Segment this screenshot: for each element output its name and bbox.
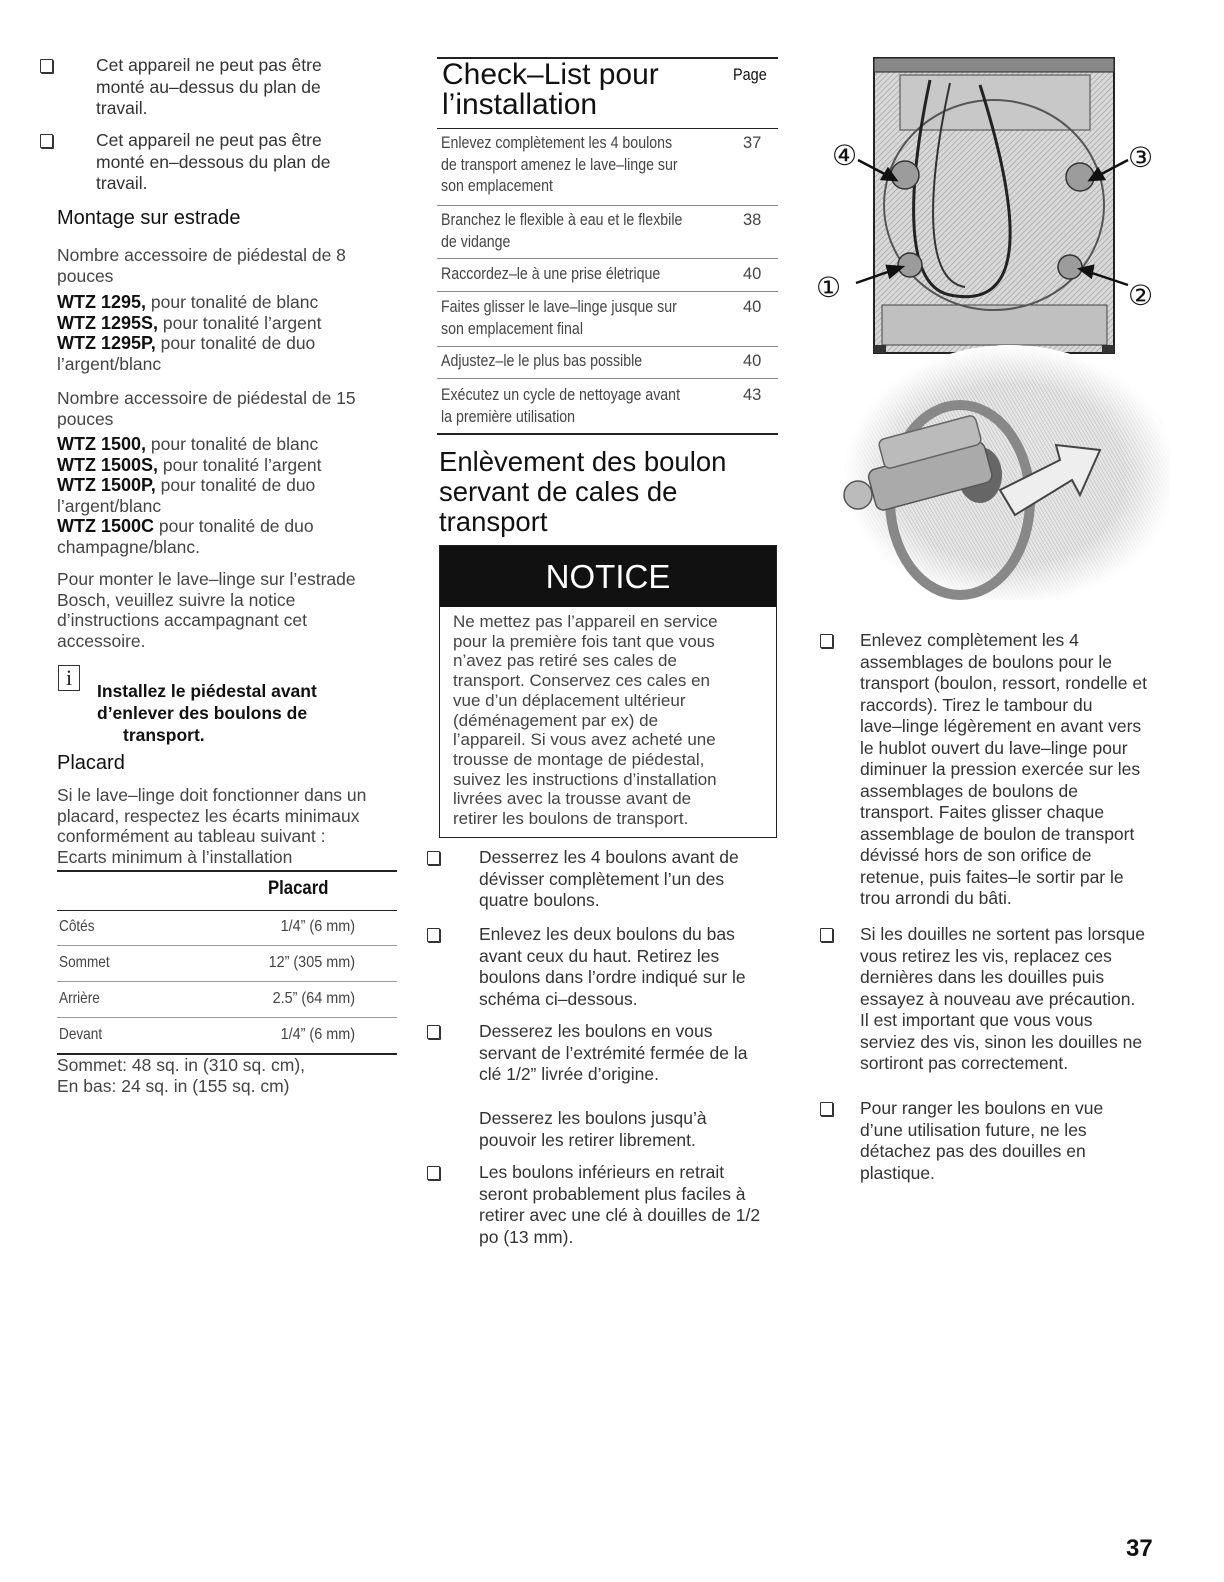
text-line: son emplacement: [441, 177, 554, 195]
text-line: dévissé hors de son orifice de: [860, 845, 1092, 865]
bolt-removal-detail: [844, 345, 1170, 600]
model-desc: pour tonalité l’argent: [158, 454, 322, 475]
text-line: retenue, puis faites–le sortir par le: [860, 866, 1124, 887]
text-line: Ecarts minimum à l’installation: [57, 846, 293, 867]
text-line: l’installation: [442, 88, 598, 121]
transport-bolts-figure: [810, 55, 1170, 600]
text-line: retirer avec une clé à douilles de 1/2: [479, 1205, 761, 1225]
model-code: WTZ 1295P,: [57, 333, 156, 353]
checkbox-icon: [820, 634, 833, 648]
checklist-row-page: 38: [743, 211, 762, 229]
row-label: Arrière: [59, 990, 100, 1007]
ped8-models: [57, 292, 397, 374]
text-line: Faites glisser le lave–linge jusque sur: [441, 298, 677, 316]
text-line: Enlevez les deux boulons du bas: [479, 924, 735, 944]
checklist-row-page: 37: [743, 134, 762, 152]
checkbox-item-below-counter: [40, 130, 370, 195]
row-divider: [437, 258, 778, 259]
text-line: Les boulons inférieurs en retrait: [479, 1162, 725, 1182]
checklist-row-text: [441, 385, 699, 428]
text-line: Adjustez–le le plus bas possible: [441, 352, 643, 370]
checkbox-icon: [820, 1102, 833, 1116]
checklist-row-text: [441, 264, 699, 286]
text-line: Il est important que vous vous: [860, 1010, 1093, 1030]
text-line: trousse de montage de piédestal,: [453, 749, 705, 769]
table-row: [57, 946, 397, 982]
model-extra: champagne/blanc.: [57, 536, 201, 557]
text-line: essayez à nouveau ave précaution.: [860, 988, 1136, 1009]
callout-label-4: ④: [832, 139, 858, 172]
text-line: pouces: [57, 265, 114, 286]
checkbox-item: [820, 630, 1190, 910]
model-desc: pour tonalité de blanc: [146, 434, 319, 454]
text-line: diminuer la pression exercée sur les: [860, 759, 1141, 779]
model-line: [57, 333, 397, 354]
checklist-row-text: [441, 133, 699, 198]
text-line: Si le lave–linge doit fonctionner dans un: [57, 785, 367, 805]
checklist-bottom-rule: [437, 433, 778, 435]
model-desc: pour tonalité de duo: [155, 475, 316, 495]
checklist-row: [441, 133, 778, 203]
machine-back-drawing: [874, 58, 1114, 353]
model-line: [57, 313, 397, 334]
checklist-row: [441, 210, 778, 256]
text-line: servant de l’extrémité fermée de la: [479, 1042, 748, 1063]
row-divider: [437, 378, 778, 379]
text-line: quatre boulons.: [479, 890, 600, 910]
checklist-row-text: [441, 351, 699, 373]
text-line: avant ceux du haut. Retirez les: [479, 945, 720, 966]
text-line: travail.: [96, 173, 148, 193]
text-line: pour la première fois tant que vous: [453, 631, 715, 651]
text-line: Check–List pour: [442, 58, 659, 91]
table-row: [57, 910, 397, 946]
model-desc: pour tonalité de duo: [155, 333, 316, 353]
checklist-row-page: 43: [743, 386, 762, 404]
model-extra: l’argent/blanc: [57, 353, 162, 374]
page-number: 37: [1126, 1535, 1153, 1562]
text-line: livrées avec la trousse avant de: [453, 789, 692, 809]
table-header: [57, 870, 397, 911]
text-line: la première utilisation: [441, 407, 576, 426]
row-value: 1/4” (6 mm): [280, 918, 355, 935]
text-line: Pour ranger les boulons en vue: [860, 1098, 1104, 1118]
placard-heading: Placard: [57, 752, 125, 774]
table-header-label: Placard: [268, 878, 329, 899]
text-line: Enlèvement des boulon: [439, 446, 727, 477]
checkbox-item: [427, 924, 787, 1010]
text-line: Enlevez complètement les 4 boulons: [441, 134, 673, 152]
text-line: En bas: 24 sq. in (155 sq. cm): [57, 1075, 290, 1096]
text-line: dernières dans les douilles puis: [860, 967, 1105, 987]
model-line: [57, 475, 397, 496]
text-line: Cet appareil ne peut pas être: [96, 55, 322, 75]
checklist-title: [442, 60, 659, 120]
checklist-row: [441, 297, 778, 343]
text-line: assemblages de boulons pour le: [860, 651, 1112, 672]
text-line: l’appareil. Si vous avez acheté une: [453, 730, 716, 750]
montage-heading: Montage sur estrade: [57, 207, 241, 229]
model-extra: l’argent/blanc: [57, 495, 162, 516]
text-line: conformément au tableau suivant :: [57, 826, 326, 846]
checklist-row-text: [441, 297, 699, 340]
text-line: monté au–dessus du plan de: [96, 76, 321, 97]
text-line: transport. Faites glisser chaque: [860, 802, 1105, 822]
text-line: pouvoir les retirer librement.: [479, 1129, 696, 1150]
checkbox-item: [427, 1021, 787, 1086]
checkbox-icon: [427, 1025, 440, 1039]
text-line: Exécutez un cycle de nettoyage avant: [441, 386, 681, 404]
text-line: de vidange: [441, 232, 511, 251]
checkbox-icon: [40, 134, 53, 148]
text-line: transport: [439, 506, 548, 537]
text-line: Desserrez les 4 boulons avant de: [479, 847, 739, 867]
section-title: [439, 447, 726, 537]
text-line: vous retirez les vis, replacez ces: [860, 945, 1112, 966]
estrade-note: [57, 569, 397, 651]
text-line: schéma ci–dessous.: [479, 988, 638, 1009]
model-code: WTZ 1295S,: [57, 312, 159, 333]
checklist-header-rule: [437, 128, 778, 129]
checklist-row-page: 40: [743, 352, 762, 370]
notice-text: [453, 612, 773, 829]
checkbox-icon: [427, 1166, 440, 1180]
model-desc: pour tonalité de blanc: [146, 292, 319, 312]
checkbox-icon: [820, 928, 833, 942]
text-line: Pour monter le lave–linge sur l’estrade: [57, 569, 356, 589]
row-value: 1/4” (6 mm): [280, 1026, 355, 1043]
placard-text: [57, 785, 402, 867]
text-line: accessoire.: [57, 630, 146, 651]
text-line: d’instructions accampagnant cet: [57, 610, 307, 630]
text-line: vue d’un déplacement ultérieur: [453, 690, 686, 710]
text-line: suivez les instructions d’installation: [453, 769, 717, 789]
checkbox-item: [427, 1162, 787, 1248]
ped8-text: [57, 245, 397, 286]
text-line: d’enlever des boulons de: [97, 703, 308, 723]
model-line: [57, 516, 397, 537]
text-line: de transport amenez le lave–linge sur: [441, 155, 678, 174]
row-label: Devant: [59, 1026, 103, 1043]
text-line: po (13 mm).: [479, 1226, 574, 1247]
row-label: Sommet: [59, 954, 110, 971]
callout-label-2: ②: [1128, 279, 1154, 312]
checklist-row: [441, 385, 778, 431]
text-line: transport (boulon, ressort, rondelle et: [860, 673, 1147, 693]
text-line: placard, respectez les écarts minimaux: [57, 805, 360, 826]
text-line: Raccordez–le à une prise életrique: [441, 265, 661, 283]
text-line: transport. Conservez ces cales en: [453, 671, 711, 691]
row-label: Côtés: [59, 918, 95, 935]
checklist-row-text: [441, 210, 699, 253]
checkbox-item: [820, 924, 1190, 1075]
text-line: Ne mettez pas l’appareil en service: [453, 612, 718, 631]
text-line: (déménagement par ex) de: [453, 710, 659, 730]
ped15-text: [57, 388, 397, 429]
text-line: plastique.: [860, 1162, 935, 1183]
text-line: clé 1/2” livrée d’origine.: [479, 1064, 659, 1084]
text-line: servant de cales de: [439, 476, 678, 507]
checkbox-icon: [427, 851, 440, 865]
vent-text: [57, 1055, 397, 1096]
info-note: [97, 680, 397, 746]
checklist-row-page: 40: [743, 265, 762, 283]
text-line: Nombre accessoire de piédestal de 15: [57, 388, 356, 408]
text-line: Installez le piédestal avant: [97, 681, 317, 701]
checklist-page-label: Page: [733, 65, 767, 84]
model-code: WTZ 1295,: [57, 292, 147, 312]
text-line: Desserez les boulons jusqu’à: [479, 1108, 707, 1128]
text-line: trou arrondi du bâti.: [860, 888, 1012, 908]
text-line: assemblages de boulons de: [860, 780, 1078, 801]
notice-heading: NOTICE: [440, 546, 776, 607]
notice-box: [439, 545, 777, 838]
callout-label-3: ③: [1128, 141, 1154, 174]
checkbox-icon: [427, 928, 440, 942]
text-line: sortiront pas correctement.: [860, 1053, 1069, 1073]
ped15-models: [57, 434, 397, 557]
text-line: boulons dans l’ordre indiqué sur le: [479, 967, 746, 987]
text-line: travail.: [96, 98, 148, 118]
step-note: [479, 1108, 789, 1151]
text-line: raccords). Tirez le tambour du: [860, 694, 1093, 715]
checkbox-item-above-counter: [40, 55, 370, 120]
callout-label-1: ①: [816, 271, 842, 304]
model-desc: pour tonalité de duo: [154, 516, 314, 536]
row-divider: [437, 291, 778, 292]
text-line: transport.: [123, 725, 205, 745]
text-line: Nombre accessoire de piédestal de 8: [57, 245, 346, 265]
text-line: seront probablement plus faciles à: [479, 1183, 746, 1204]
model-line: [57, 434, 397, 455]
row-value: 2.5” (64 mm): [272, 990, 355, 1007]
text-line: dévisser complètement l’un des: [479, 868, 725, 889]
text-line: retirer les boulons de transport.: [453, 809, 689, 829]
model-code: WTZ 1500,: [57, 434, 147, 454]
checklist-row: [441, 264, 778, 288]
text-line: Cet appareil ne peut pas être: [96, 130, 322, 150]
checklist-row-page: 40: [743, 298, 762, 316]
text-line: d’une utilisation future, ne les: [860, 1119, 1087, 1140]
model-line: [57, 455, 397, 476]
row-divider: [437, 205, 778, 206]
checkbox-icon: [40, 59, 53, 73]
text-line: pouces: [57, 408, 114, 429]
model-line: [57, 292, 397, 313]
text-line: le hublot ouvert du lave–linge pour: [860, 737, 1128, 758]
row-divider: [437, 346, 778, 347]
checkbox-item: [820, 1098, 1190, 1184]
text-line: Si les douilles ne sortent pas lorsque: [860, 924, 1146, 944]
text-line: monté en–dessous du plan de: [96, 151, 331, 172]
text-line: lave–linge légèrement en avant vers: [860, 716, 1142, 736]
model-desc: pour tonalité l’argent: [158, 312, 322, 333]
text-line: n’avez pas retiré ses cales de: [453, 651, 677, 671]
text-line: détachez pas des douilles en: [860, 1141, 1086, 1161]
model-code: WTZ 1500S,: [57, 454, 159, 475]
checkbox-item: [427, 847, 787, 912]
text-line: Desserez les boulons en vous: [479, 1021, 713, 1041]
text-line: Bosch, veuillez suivre la notice: [57, 589, 296, 610]
text-line: serviez des vis, sinon les douilles ne: [860, 1031, 1143, 1052]
row-value: 12” (305 mm): [268, 954, 355, 971]
model-code: WTZ 1500P,: [57, 475, 156, 495]
checklist-row: [441, 351, 778, 375]
text-line: Branchez le flexible à eau et le flexbile: [441, 211, 683, 229]
text-line: son emplacement final: [441, 319, 583, 338]
info-icon: i: [58, 665, 80, 691]
text-line: Sommet: 48 sq. in (310 sq. cm),: [57, 1055, 306, 1075]
text-line: assemblage de boulon de transport: [860, 823, 1135, 844]
model-code: WTZ 1500C: [57, 516, 155, 536]
table-row: [57, 1018, 397, 1055]
text-line: Enlevez complètement les 4: [860, 630, 1079, 650]
table-row: [57, 982, 397, 1018]
